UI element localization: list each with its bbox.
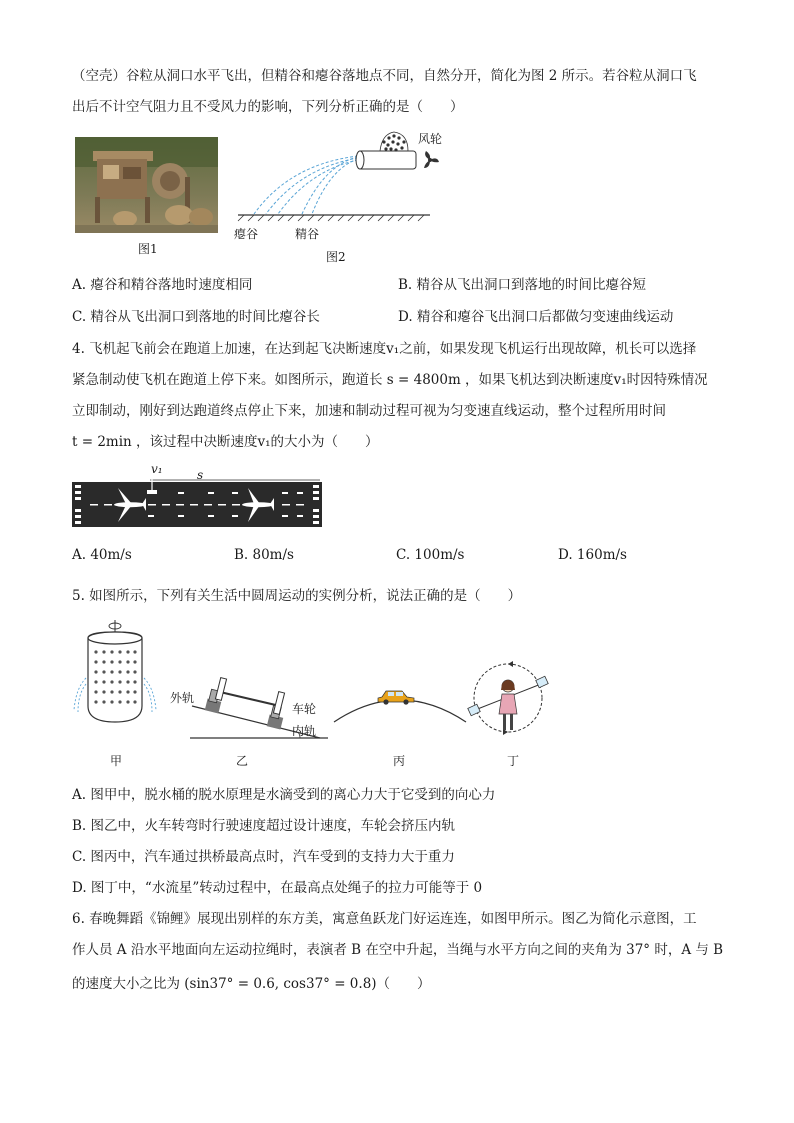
wheel-label: 车轮 <box>292 702 317 716</box>
runway-s-label: s <box>197 468 204 482</box>
fig1-caption: 图1 <box>138 242 158 256</box>
q3-option-c: C. 精谷从飞出洞口到落地的时间比瘪谷长 <box>72 309 320 325</box>
spin-dryer-drum-figure <box>70 618 160 733</box>
q4-option-b: B. 80m/s <box>234 547 294 563</box>
grain-trajectory-diagram <box>230 124 443 232</box>
arch-bridge-figure <box>330 684 470 724</box>
q5-option-d: D. 图丁中，“水流星”转动过程中，在最高点处绳子的拉力可能等于 0 <box>72 880 483 896</box>
fig-jia-caption: 甲 <box>110 754 123 768</box>
fig2-fan-label: 风轮 <box>418 132 443 146</box>
q3-stem-line2: 出后不计空气阻力且不受风力的影响，下列分析正确的是（ ） <box>72 99 464 115</box>
fig-yi-caption: 乙 <box>236 754 249 768</box>
q5-option-b: B. 图乙中，火车转弯时行驶速度超过设计速度，车轮会挤压内轨 <box>72 818 456 834</box>
fan-icon <box>424 151 439 168</box>
q3-stem-line1: （空壳）谷粒从洞口水平飞出，但精谷和瘪谷落地点不同，自然分开，简化为图 2 所示。若谷粒从洞口飞 <box>72 68 697 84</box>
q4-stem-line1: 4. 飞机起飞前会在跑道上加速，在达到起飞决断速度v₁之前，如果发现飞机运行出现故障，机长可以选择 <box>72 341 697 357</box>
fig2-caption: 图2 <box>326 250 346 264</box>
fig-bing-caption: 丙 <box>393 754 406 768</box>
fig-ding-caption: 丁 <box>507 754 520 768</box>
inner-rail-label: 内轨 <box>292 724 317 738</box>
q3-option-a: A. 瘪谷和精谷落地时速度相同 <box>72 277 253 293</box>
cup-icon <box>536 676 548 687</box>
water-meteor-figure <box>465 660 555 740</box>
q4-stem-line4: t = 2min ，该过程中决断速度v₁的大小为（ ） <box>72 434 379 450</box>
q6-stem-line3: 的速度大小之比为 (sin37° = 0.6, cos37° = 0.8)（ ） <box>72 976 431 992</box>
q4-option-a: A. 40m/s <box>72 547 132 563</box>
q3-option-b: B. 精谷从飞出洞口到落地的时间比瘪谷短 <box>398 277 647 293</box>
winnowing-machine-photo <box>75 137 218 233</box>
q6-stem-line1: 6. 春晚舞蹈《锦鲤》展现出别样的东方美，寓意鱼跃龙门好运连连，如图甲所示。图乙为简化示意图，工 <box>72 911 697 927</box>
runway-v1-label: v₁ <box>151 462 163 476</box>
car-icon <box>378 691 414 705</box>
cup-icon <box>468 704 480 715</box>
fig2-empty-grain-label: 瘪谷 <box>234 227 259 241</box>
q4-option-d: D. 160m/s <box>558 547 627 563</box>
q5-option-c: C. 图丙中，汽车通过拱桥最高点时，汽车受到的支持力大于重力 <box>72 849 455 865</box>
q4-stem-line2: 紧急制动使飞机在跑道上停下来。如图所示，跑道长 s = 4800m ，如果飞机达到决断速度v₁时因特殊情况 <box>72 372 708 388</box>
q5-stem-line1: 5. 如图所示，下列有关生活中圆周运动的实例分析，说法正确的是（ ） <box>72 588 522 604</box>
q4-option-c: C. 100m/s <box>396 547 465 563</box>
q3-option-d: D. 精谷和瘪谷飞出洞口后都做匀变速曲线运动 <box>398 309 674 325</box>
q6-stem-line2: 作人员 A 沿水平地面向左运动拉绳时，表演者 B 在空中升起，当绳与水平方向之间的夹角为 37° 时，A 与 B <box>72 942 724 958</box>
outer-rail-label: 外轨 <box>170 691 195 705</box>
q5-option-a: A. 图甲中，脱水桶的脱水原理是水滴受到的离心力大于它受到的向心力 <box>72 787 496 803</box>
fig2-full-grain-label: 精谷 <box>295 227 320 241</box>
q4-stem-line3: 立即制动，刚好到达跑道终点停止下来，加速和制动过程可视为匀变速直线运动，整个过程所用时间 <box>72 403 666 419</box>
